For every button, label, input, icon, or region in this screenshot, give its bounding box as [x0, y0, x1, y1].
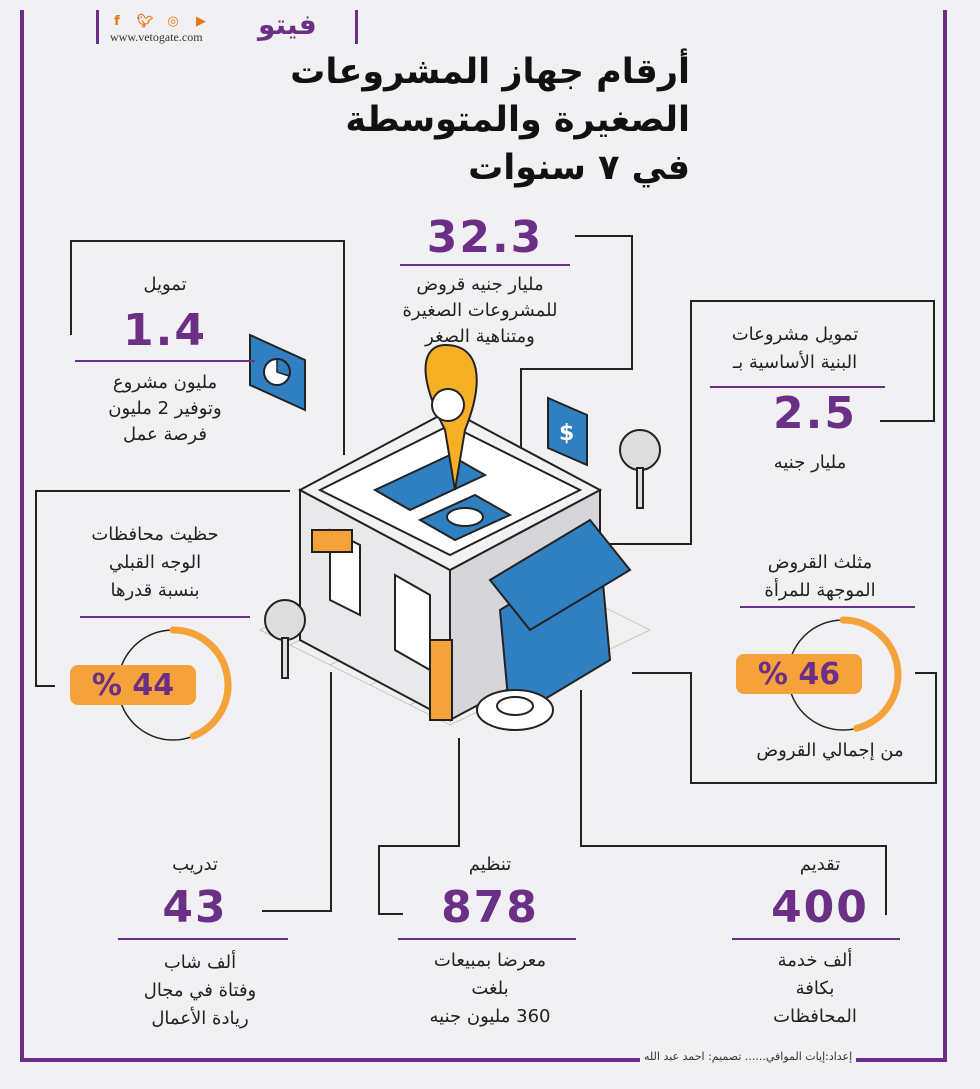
women-heading: مثلث القروض	[767, 552, 873, 573]
connector-line	[632, 672, 692, 674]
title-line: في ٧ سنوات	[468, 148, 690, 188]
logo: فيتو	[258, 8, 317, 41]
exhibitions-desc: بلغت	[471, 978, 509, 999]
connector-line	[330, 672, 332, 912]
social-icons	[108, 12, 210, 30]
connector-line	[631, 235, 633, 370]
divider	[398, 938, 576, 940]
connector-line	[933, 300, 935, 422]
connector-line	[378, 845, 380, 915]
training-heading: تدريب	[172, 854, 218, 875]
women-percent: 46 %	[736, 654, 862, 694]
women-heading: الموجهة للمرأة	[764, 580, 876, 601]
instagram-icon[interactable]: ◎	[167, 13, 179, 29]
facebook-icon[interactable]: f	[114, 13, 120, 29]
title-line: أرقام جهاز المشروعات	[290, 52, 690, 92]
services-desc: ألف خدمة	[777, 950, 853, 971]
loans-desc: للمشروعات الصغيرة	[402, 300, 558, 321]
connector-line	[520, 368, 633, 370]
funding-desc: مليون مشروع	[112, 372, 218, 393]
connector-line	[690, 300, 935, 302]
loans-value: 32.3	[426, 212, 544, 263]
services-desc: المحافظات	[773, 1006, 857, 1027]
services-heading: تقديم	[799, 854, 841, 875]
training-desc: ألف شاب	[163, 952, 237, 973]
funding-heading: تمويل	[143, 274, 187, 295]
connector-line	[690, 672, 692, 784]
infra-value: 2.5	[773, 388, 857, 439]
connector-line	[885, 845, 887, 915]
connector-line	[935, 672, 937, 784]
connector-line	[690, 300, 692, 545]
divider	[118, 938, 288, 940]
connector-line	[690, 782, 937, 784]
divider	[740, 606, 915, 608]
divider	[75, 360, 255, 362]
connector-line	[70, 240, 345, 242]
connector-line	[343, 240, 345, 455]
exhibitions-desc: 360 مليون جنيه	[429, 1006, 551, 1027]
divider	[80, 616, 250, 618]
connector-line	[520, 368, 522, 448]
connector-line	[35, 685, 55, 687]
loans-desc: مليار جنيه قروض	[416, 274, 544, 295]
connector-line	[35, 490, 37, 687]
infra-heading: البنية الأساسية بـ	[732, 352, 858, 373]
upper-egypt-heading: حظيت محافظات	[91, 524, 219, 545]
frame-left-border	[20, 10, 24, 1062]
training-desc: ريادة الأعمال	[151, 1008, 249, 1029]
connector-line	[262, 910, 332, 912]
training-value: 43	[162, 882, 228, 933]
connector-line	[70, 240, 72, 335]
divider	[400, 264, 570, 266]
site-url[interactable]: www.vetogate.com	[110, 30, 203, 44]
page-title	[250, 48, 690, 192]
connector-line	[880, 420, 935, 422]
connector-line	[915, 672, 937, 674]
connector-line	[458, 738, 460, 847]
upper-egypt-percent: 44 %	[70, 665, 196, 705]
svg-text:$: $	[559, 421, 575, 446]
frame-right-border	[943, 10, 947, 1062]
dollar-icon	[545, 395, 590, 470]
twitter-icon[interactable]: 🐦︎	[136, 13, 154, 29]
infra-heading: تمويل مشروعات	[731, 324, 859, 345]
services-desc: بكافة	[795, 978, 835, 999]
connector-line	[580, 690, 582, 847]
connector-line	[35, 490, 290, 492]
funding-value: 1.4	[123, 305, 207, 356]
connector-line	[575, 235, 633, 237]
exhibitions-desc: معرضا بمبيعات	[433, 950, 547, 971]
youtube-icon[interactable]: ▶	[196, 13, 206, 29]
connector-line	[378, 845, 460, 847]
title-line: الصغيرة والمتوسطة	[345, 100, 690, 140]
connector-line	[378, 913, 403, 915]
credit-line: إعداد:إيات الموافي...... تصميم: احمد عبد الله	[640, 1050, 856, 1063]
upper-egypt-heading: بنسبة قدرها	[110, 580, 200, 601]
divider	[732, 938, 900, 940]
women-desc: من إجمالي القروض	[756, 740, 904, 761]
frame-top-stub	[96, 10, 99, 44]
exhibitions-value: 878	[441, 882, 539, 933]
upper-egypt-heading: الوجه القبلي	[108, 552, 202, 573]
funding-desc: فرصة عمل	[123, 424, 207, 445]
connector-line	[610, 543, 692, 545]
loans-desc: ومتناهية الصغر	[425, 326, 535, 347]
header	[108, 10, 353, 46]
services-value: 400	[771, 882, 869, 933]
exhibitions-heading: تنظيم	[468, 854, 512, 875]
funding-desc: وتوفير 2 مليون	[108, 398, 222, 419]
connector-line	[580, 845, 887, 847]
training-desc: وفتاة في مجال	[143, 980, 257, 1001]
infra-desc: مليار جنيه	[773, 452, 847, 473]
frame-top-stub	[355, 10, 358, 44]
